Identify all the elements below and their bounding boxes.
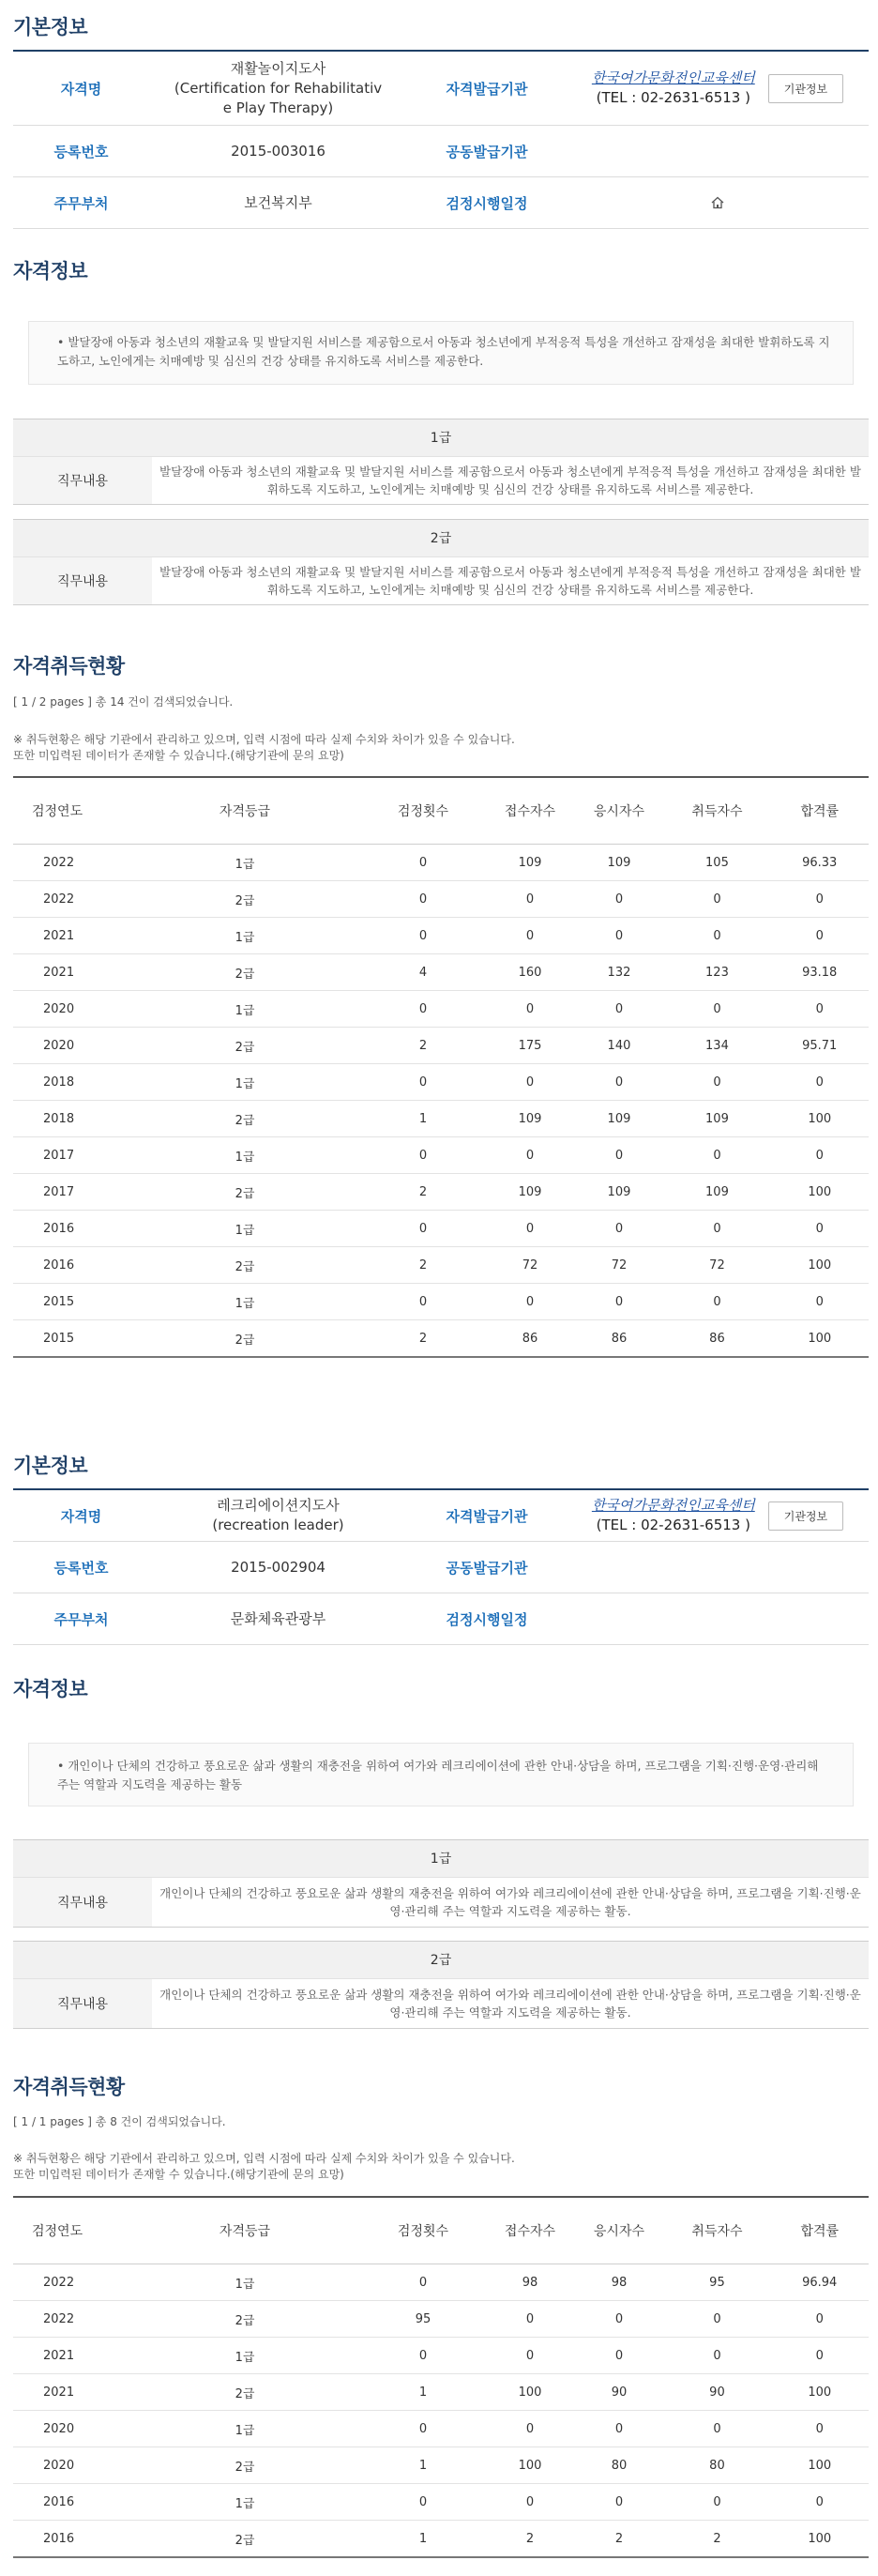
cert-description: • 발달장애 아동과 청소년의 재활교육 및 발달지원 서비스를 제공함으로서 아동과 청소년에게 부적응적 특성을 개선하고 잠재성을 최대한 발휘하도록 지도하고, 노인에게는 치매예방 및 심신의 건강 상태를 유지하도록 서비스를 제공한다. (57, 335, 830, 368)
stats-cell: 100 (770, 2447, 869, 2484)
stats-row (13, 1137, 869, 1174)
stats-cell: 132 (574, 954, 663, 991)
stats-cell: 2020 (13, 991, 129, 1028)
stats-cell: 93.18 (770, 954, 869, 991)
stats-cell: 2022 (13, 881, 129, 918)
exam-schedule-label: 검정시행일정 (446, 1610, 528, 1628)
stats-cell: 2 (574, 2521, 663, 2558)
stats-row (13, 2374, 869, 2411)
stats-cell: 0 (770, 1211, 869, 1247)
stats-cell: 2018 (13, 1064, 129, 1101)
stats-cell: 98 (485, 2264, 574, 2301)
stats-cell: 0 (663, 1137, 770, 1174)
stats-cell: 2022 (13, 2264, 129, 2301)
stats-row (13, 1284, 869, 1320)
stats-cell: 0 (663, 2484, 770, 2521)
stats-cell: 1급 (129, 1284, 360, 1320)
stats-cell: 100 (485, 2374, 574, 2411)
stats-cell: 95 (360, 2301, 485, 2338)
stats-cell: 0 (485, 918, 574, 954)
stats-cell: 160 (485, 954, 574, 991)
stats-cell: 0 (574, 2338, 663, 2374)
stats-cell: 1 (360, 2521, 485, 2558)
duty-label: 직무내용 (13, 1979, 152, 2028)
info-row-reg (13, 1542, 869, 1593)
co-issuer-label: 공동발급기관 (446, 1559, 528, 1577)
stats-cell: 72 (574, 1247, 663, 1284)
page-info: [ 1 / 1 pages ] 총 8 건이 검색되었습니다. (13, 2115, 226, 2128)
stats-cell: 109 (663, 1174, 770, 1211)
stats-cell: 0 (574, 2301, 663, 2338)
stats-cell: 90 (574, 2374, 663, 2411)
stats-col-header: 검정횟수 (360, 2197, 485, 2264)
stats-cell: 86 (663, 1320, 770, 1358)
stats-cell: 90 (663, 2374, 770, 2411)
stats-cell: 1 (360, 1101, 485, 1137)
stats-cell: 0 (770, 2301, 869, 2338)
duty-label: 직무내용 (13, 557, 152, 604)
basic-info-table (13, 50, 869, 229)
stats-cell: 0 (574, 1137, 663, 1174)
stats-cell: 2021 (13, 918, 129, 954)
basic-info-table (13, 1488, 869, 1645)
stats-cell: 2017 (13, 1174, 129, 1211)
stats-cell: 0 (663, 1284, 770, 1320)
stats-cell: 2017 (13, 1137, 129, 1174)
stats-cell: 100 (485, 2447, 574, 2484)
stats-row (13, 2447, 869, 2484)
basic-info-title: 기본정보 (13, 16, 88, 38)
stats-col-header: 접수자수 (485, 2197, 574, 2264)
grade-1-row (13, 456, 869, 505)
stats-cell: 2급 (129, 1174, 360, 1211)
stats-cell: 2016 (13, 1211, 129, 1247)
stats-cell: 0 (360, 2484, 485, 2521)
grade-2-header: 2급 (13, 519, 869, 556)
cert-name-value (149, 1490, 407, 1541)
grade-2-header: 2급 (13, 1941, 869, 1978)
stats-cell: 72 (485, 1247, 574, 1284)
stats-cell: 1급 (129, 2338, 360, 2374)
stats-cell: 2 (663, 2521, 770, 2558)
issuer-label: 자격발급기관 (446, 80, 528, 98)
stats-cell: 0 (574, 1064, 663, 1101)
stats-cell: 0 (770, 881, 869, 918)
stats-col-header: 응시자수 (574, 777, 663, 845)
cert-description-box (28, 1743, 854, 1806)
stats-cell: 1급 (129, 1211, 360, 1247)
stats-cell: 0 (574, 991, 663, 1028)
grade-2-row (13, 1978, 869, 2029)
stats-cell: 86 (574, 1320, 663, 1358)
stats-cell: 0 (574, 1211, 663, 1247)
stats-col-header: 자격등급 (129, 2197, 360, 2264)
stats-header-row (13, 777, 869, 845)
stats-cell: 109 (485, 845, 574, 881)
stats-col-header: 검정횟수 (360, 777, 485, 845)
stats-row (13, 2484, 869, 2521)
stats-cell: 0 (663, 2301, 770, 2338)
stats-cell: 0 (360, 1284, 485, 1320)
stats-cell: 1 (360, 2447, 485, 2484)
stats-row (13, 918, 869, 954)
stats-col-header: 합격률 (770, 777, 869, 845)
stats-cell: 2급 (129, 2521, 360, 2558)
duty-text: 개인이나 단체의 건강하고 풍요로운 삶과 생활의 재충전을 위하여 여가와 레크리에이션에 관한 안내·상담을 하며, 프로그램을 기획·진행·운영·관리해 주는 역할과 지도력을 제공하는 활동. (159, 1988, 861, 2020)
grade-2-row (13, 556, 869, 605)
note-line: ※ 취득현황은 해당 기관에서 관리하고 있으며, 입력 시점에 따라 실제 수치와 차이가 있을 수 있습니다. (13, 733, 515, 746)
stats-header-row (13, 2197, 869, 2264)
issuer-tel: (TEL : 02-2631-6513 ) (596, 89, 750, 106)
stats-cell: 140 (574, 1028, 663, 1064)
info-row-name (13, 52, 869, 126)
duty-text: 발달장애 아동과 청소년의 재활교육 및 발달지원 서비스를 제공함으로서 아동과 청소년에게 부적응적 특성을 개선하고 잠재성을 최대한 발휘하도록 지도하고, 노인에게는 치매예방 및 심신의 건강 상태를 유지하도록 서비스를 제공한다. (159, 465, 861, 496)
stats-cell: 0 (770, 2484, 869, 2521)
stats-cell: 0 (770, 2338, 869, 2374)
stats-row (13, 2264, 869, 2301)
stats-cell: 2급 (129, 1028, 360, 1064)
org-info-button[interactable]: 기관정보 (768, 1501, 843, 1531)
cert-info-title: 자격정보 (13, 260, 88, 282)
stats-cell: 0 (485, 2411, 574, 2447)
cert-name-line: e Play Therapy) (222, 99, 334, 116)
stats-cell: 1급 (129, 845, 360, 881)
stats-cell: 96.94 (770, 2264, 869, 2301)
stats-cell: 0 (574, 2411, 663, 2447)
stats-col-header: 검정연도 (13, 2197, 129, 2264)
stats-cell: 2021 (13, 954, 129, 991)
stats-cell: 2021 (13, 2338, 129, 2374)
stats-cell: 0 (663, 991, 770, 1028)
cert-name-value (149, 52, 407, 125)
stats-cell: 4 (360, 954, 485, 991)
issuer-org-link[interactable]: 한국여가문화전인교육센터 (591, 69, 755, 86)
stats-row (13, 845, 869, 881)
stats-cell: 2022 (13, 845, 129, 881)
stats-cell: 0 (770, 1137, 869, 1174)
stats-cell: 109 (574, 1174, 663, 1211)
stats-cell: 2 (485, 2521, 574, 2558)
stats-cell: 2016 (13, 2521, 129, 2558)
exam-schedule-value (567, 177, 869, 228)
stats-row (13, 1064, 869, 1101)
duty-text: 개인이나 단체의 건강하고 풍요로운 삶과 생활의 재충전을 위하여 여가와 레크리에이션에 관한 안내·상담을 하며, 프로그램을 기획·진행·운영·관리해 주는 역할과 지도력을 제공하는 활동. (159, 1886, 861, 1918)
stats-row (13, 1028, 869, 1064)
stats-cell: 98 (574, 2264, 663, 2301)
stats-cell: 1급 (129, 991, 360, 1028)
stats-col-header: 취득자수 (663, 777, 770, 845)
stats-row (13, 1174, 869, 1211)
stats-cell: 100 (770, 1247, 869, 1284)
stats-cell: 2급 (129, 1101, 360, 1137)
page-info: [ 1 / 2 pages ] 총 14 건이 검색되었습니다. (13, 695, 234, 709)
stats-cell: 2 (360, 1028, 485, 1064)
stats-row (13, 1247, 869, 1284)
stats-cell: 0 (663, 881, 770, 918)
stats-row (13, 2411, 869, 2447)
stats-cell: 109 (663, 1101, 770, 1137)
stats-cell: 2 (360, 1247, 485, 1284)
stats-cell: 0 (770, 991, 869, 1028)
stats-row (13, 2521, 869, 2558)
stats-row (13, 991, 869, 1028)
stats-cell: 1급 (129, 1137, 360, 1174)
stats-cell: 0 (574, 918, 663, 954)
stats-col-header: 접수자수 (485, 777, 574, 845)
stats-row (13, 2338, 869, 2374)
info-row-reg (13, 126, 869, 177)
stats-cell: 2020 (13, 2447, 129, 2484)
issuer-value (567, 52, 869, 125)
stats-row (13, 1211, 869, 1247)
stats-table (13, 2196, 869, 2558)
stats-cell: 2020 (13, 2411, 129, 2447)
stats-col-header: 합격률 (770, 2197, 869, 2264)
stats-cell: 109 (574, 845, 663, 881)
co-issuer-label: 공동발급기관 (446, 143, 528, 160)
cert-name-line: 레크리에이션지도사 (217, 1497, 340, 1514)
stats-cell: 2016 (13, 1247, 129, 1284)
grade-1-header: 1급 (13, 1839, 869, 1877)
stats-note (13, 732, 515, 764)
stats-cell: 0 (663, 1211, 770, 1247)
stats-cell: 2016 (13, 2484, 129, 2521)
reg-no-label: 등록번호 (53, 143, 109, 160)
stats-cell: 1급 (129, 2484, 360, 2521)
stats-cell: 2급 (129, 2374, 360, 2411)
reg-no-value: 2015-002904 (231, 1558, 325, 1576)
cert-name-line: (Certification for Rehabilitativ (174, 79, 383, 97)
stats-cell: 0 (663, 2338, 770, 2374)
stats-cell: 0 (485, 1137, 574, 1174)
cert-name-label: 자격명 (60, 80, 102, 98)
stats-cell: 80 (574, 2447, 663, 2484)
issuer-value (567, 1490, 869, 1541)
stats-cell: 96.33 (770, 845, 869, 881)
stats-cell: 1급 (129, 2411, 360, 2447)
duty-label: 직무내용 (13, 457, 152, 504)
stats-row (13, 1320, 869, 1358)
stats-cell: 2급 (129, 1247, 360, 1284)
stats-cell: 0 (485, 1211, 574, 1247)
stats-title: 자격취득현황 (13, 2076, 125, 2098)
stats-row (13, 881, 869, 918)
stats-cell: 100 (770, 2374, 869, 2411)
stats-cell: 2급 (129, 954, 360, 991)
stats-cell: 2급 (129, 2301, 360, 2338)
stats-col-header: 자격등급 (129, 777, 360, 845)
home-icon[interactable] (710, 195, 725, 210)
stats-cell: 0 (485, 1284, 574, 1320)
stats-cell: 0 (360, 991, 485, 1028)
stats-cell: 95.71 (770, 1028, 869, 1064)
cert-name-line: 재활놀이지도사 (230, 59, 326, 77)
stats-cell: 0 (574, 2484, 663, 2521)
stats-cell: 0 (485, 991, 574, 1028)
stats-col-header: 검정연도 (13, 777, 129, 845)
stats-cell: 2021 (13, 2374, 129, 2411)
stats-col-header: 응시자수 (574, 2197, 663, 2264)
stats-cell: 95 (663, 2264, 770, 2301)
stats-cell: 0 (485, 2338, 574, 2374)
grade-1-header: 1급 (13, 419, 869, 456)
stats-cell: 0 (485, 2301, 574, 2338)
grade-1-row (13, 1877, 869, 1928)
stats-cell: 100 (770, 1174, 869, 1211)
cert-description: • 개인이나 단체의 건강하고 풍요로운 삶과 생활의 재충전을 위하여 여가와 레크리에이션에 관한 안내·상담을 하며, 프로그램을 기획·진행·운영·관리해 주는 역할과 지도력을 제공하는 활동 (57, 1759, 819, 1791)
stats-cell: 0 (663, 2411, 770, 2447)
co-issuer-value (567, 1542, 869, 1593)
info-row-name (13, 1490, 869, 1542)
cert-info-title: 자격정보 (13, 1678, 88, 1700)
stats-cell: 0 (360, 845, 485, 881)
stats-cell: 0 (360, 2264, 485, 2301)
exam-schedule-value (567, 1593, 869, 1644)
reg-no-label: 등록번호 (53, 1559, 109, 1577)
ministry-label: 주무부처 (53, 1610, 109, 1628)
stats-cell: 2 (360, 1320, 485, 1358)
note-line: 또한 미입력된 데이터가 존재할 수 있습니다.(해당기관에 문의 요망) (13, 2168, 344, 2181)
stats-cell: 109 (485, 1174, 574, 1211)
ministry-value: 문화체육관광부 (230, 1609, 326, 1627)
duty-label: 직무내용 (13, 1878, 152, 1927)
stats-cell: 2급 (129, 2447, 360, 2484)
stats-cell: 100 (770, 1101, 869, 1137)
stats-cell: 0 (360, 1064, 485, 1101)
note-line: ※ 취득현황은 해당 기관에서 관리하고 있으며, 입력 시점에 따라 실제 수치와 차이가 있을 수 있습니다. (13, 2152, 515, 2165)
stats-cell: 100 (770, 2521, 869, 2558)
stats-cell: 0 (574, 881, 663, 918)
stats-cell: 0 (770, 918, 869, 954)
ministry-label: 주무부처 (53, 194, 109, 212)
stats-title: 자격취득현황 (13, 655, 125, 678)
stats-cell: 2015 (13, 1320, 129, 1358)
stats-cell: 100 (770, 1320, 869, 1358)
stats-cell: 0 (360, 1211, 485, 1247)
stats-cell: 2급 (129, 1320, 360, 1358)
stats-cell: 134 (663, 1028, 770, 1064)
co-issuer-value (567, 126, 869, 176)
stats-cell: 0 (770, 1064, 869, 1101)
issuer-label: 자격발급기관 (446, 1507, 528, 1525)
stats-cell: 86 (485, 1320, 574, 1358)
stats-cell: 0 (770, 2411, 869, 2447)
cert-name-line: (recreation leader) (212, 1517, 344, 1533)
stats-cell: 2급 (129, 881, 360, 918)
cert-description-box (28, 321, 854, 385)
issuer-tel: (TEL : 02-2631-6513 ) (596, 1517, 750, 1533)
note-line: 또한 미입력된 데이터가 존재할 수 있습니다.(해당기관에 문의 요망) (13, 749, 344, 762)
stats-row (13, 1101, 869, 1137)
stats-cell: 0 (770, 1284, 869, 1320)
stats-cell: 2020 (13, 1028, 129, 1064)
stats-cell: 175 (485, 1028, 574, 1064)
stats-note (13, 2151, 515, 2183)
stats-table (13, 776, 869, 1358)
stats-cell: 80 (663, 2447, 770, 2484)
stats-cell: 109 (574, 1101, 663, 1137)
stats-cell: 2 (360, 1174, 485, 1211)
stats-cell: 72 (663, 1247, 770, 1284)
stats-cell: 0 (574, 1284, 663, 1320)
stats-cell: 1 (360, 2374, 485, 2411)
stats-cell: 1급 (129, 918, 360, 954)
org-info-button[interactable]: 기관정보 (768, 74, 843, 103)
stats-row (13, 2301, 869, 2338)
stats-cell: 0 (360, 1137, 485, 1174)
info-row-ministry (13, 177, 869, 229)
stats-cell: 0 (360, 2411, 485, 2447)
stats-cell: 105 (663, 845, 770, 881)
stats-cell: 0 (485, 881, 574, 918)
reg-no-value: 2015-003016 (231, 142, 325, 160)
basic-info-title: 기본정보 (13, 1455, 88, 1477)
stats-col-header: 취득자수 (663, 2197, 770, 2264)
info-row-ministry (13, 1593, 869, 1645)
stats-cell: 0 (663, 1064, 770, 1101)
stats-cell: 0 (360, 2338, 485, 2374)
exam-schedule-label: 검정시행일정 (446, 194, 528, 212)
cert-name-label: 자격명 (60, 1507, 102, 1525)
stats-cell: 0 (360, 918, 485, 954)
ministry-value: 보건복지부 (244, 193, 312, 211)
stats-cell: 2018 (13, 1101, 129, 1137)
stats-cell: 0 (485, 1064, 574, 1101)
stats-cell: 2015 (13, 1284, 129, 1320)
duty-text: 발달장애 아동과 청소년의 재활교육 및 발달지원 서비스를 제공함으로서 아동과 청소년에게 부적응적 특성을 개선하고 잠재성을 최대한 발휘하도록 지도하고, 노인에게는 치매예방 및 심신의 건강 상태를 유지하도록 서비스를 제공한다. (159, 565, 861, 597)
stats-row (13, 954, 869, 991)
stats-cell: 123 (663, 954, 770, 991)
issuer-org-link[interactable]: 한국여가문화전인교육센터 (591, 1497, 755, 1514)
stats-cell: 1급 (129, 1064, 360, 1101)
stats-cell: 0 (360, 881, 485, 918)
stats-cell: 0 (663, 918, 770, 954)
stats-cell: 0 (485, 2484, 574, 2521)
stats-cell: 109 (485, 1101, 574, 1137)
stats-cell: 1급 (129, 2264, 360, 2301)
stats-cell: 2022 (13, 2301, 129, 2338)
